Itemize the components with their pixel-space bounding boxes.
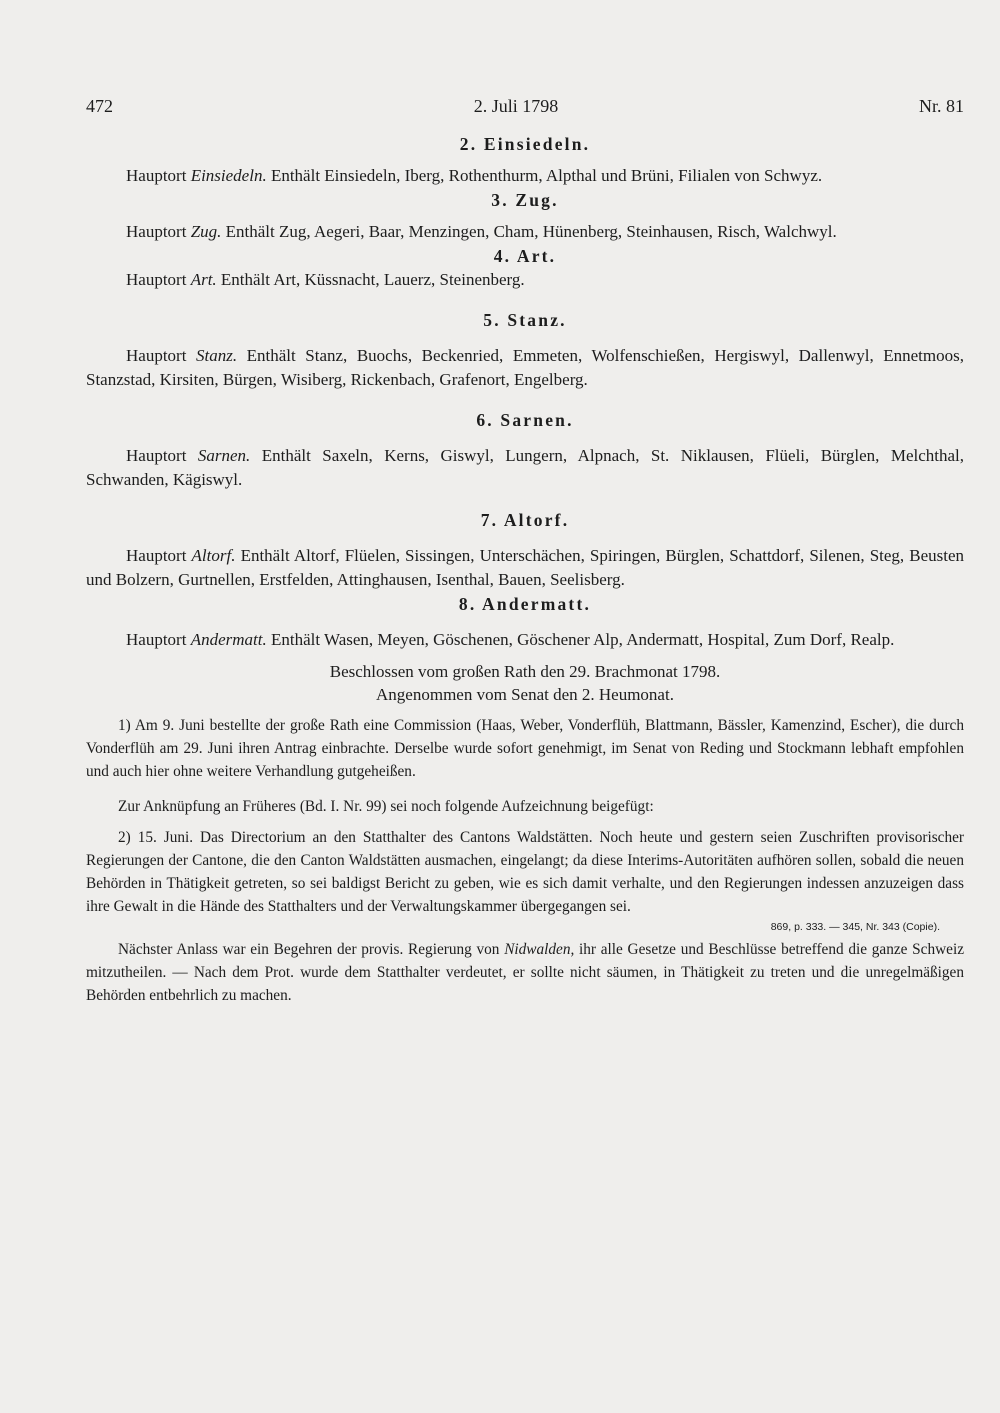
hauptort-label: Hauptort [126, 546, 187, 565]
section-text: Enthält Stanz, Buochs, Beckenried, Emmeten, Wolfenschießen, Hergiswyl, Dallenwyl, Ennetmoos, Stanzstad, Kirsiten, Bürgen, Wisiberg, Rickenbach, Grafenort, Engelberg. [86, 346, 964, 389]
section-text: Enthält Art, Küssnacht, Lauerz, Steinenberg. [220, 270, 525, 289]
footnote-intro: Zur Anknüpfung an Früheres (Bd. I. Nr. 99) sei noch folgende Aufzeichnung beigefügt: [118, 798, 654, 815]
hauptort-place: Sarnen. [197, 446, 251, 465]
section-text: Enthält Einsiedeln, Iberg, Rothenthurm, Alpthal und Brüni, Filialen von Schwyz. [270, 166, 823, 185]
hauptort-place: Zug. [190, 222, 222, 241]
hauptort-place: Andermatt. [190, 630, 267, 649]
section-body-zug [86, 220, 964, 244]
source-citation: 869, p. 333. — 345, Nr. 343 (Copie). [770, 921, 940, 933]
hauptort-label: Hauptort [126, 166, 187, 185]
final-paragraph [86, 938, 964, 1007]
final-text-start: Nächster Anlass war ein Begehren der provis. Regierung von [118, 941, 505, 958]
resolution-line-2: Angenommen vom Senat den 2. Heumonat. [376, 685, 674, 704]
page-header [86, 96, 964, 124]
page-number: 472 [86, 96, 113, 116]
section-text: Enthält Altorf, Flüelen, Sissingen, Unterschächen, Spiringen, Bürglen, Schattdorf, Silenen, Steg, Beusten und Bolzern, Gurtnellen, Erstfelden, Attinghausen, Isenthal, Bauen, Seelisberg. [86, 546, 965, 589]
section-body-altorf [86, 544, 964, 592]
final-place: Nidwalden, [504, 941, 575, 958]
footnote-1: 1) Am 9. Juni bestellte der große Rath eine Commission (Haas, Weber, Vonderflüh, Blattmann, Bässler, Kamenzind, Escher), die durch Vonderflüh am 29. Juni ihren Antrag einbrachte. Derselbe wurde sofort genehmigt, im Senat von Reding und Stockmann lebhaft empfohlen und auch hier ohne weitere Verhandlung gutgeheißen. [86, 717, 964, 780]
section-text: Enthält Saxeln, Kerns, Giswyl, Lungern, Alpnach, St. Niklausen, Flüeli, Bürglen, Melchthal, Schwanden, Kägiswyl. [86, 446, 965, 489]
section-title-altorf: 7. Altorf. [480, 510, 570, 530]
section-title-andermatt: 8. Andermatt. [458, 594, 592, 614]
hauptort-label: Hauptort [126, 346, 187, 365]
footnote-2: 2) 15. Juni. Das Directorium an den Statthalter des Cantons Waldstätten. Noch heute und gestern seien Zuschriften provisorischer Regierungen der Cantone, die den Canton Waldstätten ausmachen, eingelangt; da diese Interims-Autoritäten aufhören sollen, sobald die neuen Behörden in Thätigkeit getreten, so sei baldigst Bericht zu geben, wie es sich damit verhalte, und den Regierungen indessen anzuzeigen dass ihre Gewalt in die Hände des Statthalters und der Verwaltungskammer übergegangen sei. [86, 829, 964, 915]
hauptort-place: Einsiedeln. [190, 166, 267, 185]
section-title-stanz: 5. Stanz. [483, 310, 567, 330]
hauptort-label: Hauptort [126, 630, 187, 649]
section-body-stanz [86, 344, 964, 392]
section-body-einsiedeln [86, 164, 964, 188]
header-date: 2. Juli 1798 [473, 96, 559, 116]
section-body-sarnen [86, 444, 964, 492]
document-number: Nr. 81 [919, 96, 964, 116]
hauptort-place: Altorf. [191, 546, 236, 565]
section-text: Enthält Wasen, Meyen, Göschenen, Göschener Alp, Andermatt, Hospital, Zum Dorf, Realp. [270, 630, 895, 649]
final-text-end: ihr alle Gesetze und Beschlüsse betreffend die ganze Schweiz mitzutheilen. — Nach dem Prot. wurde dem Statthalter verdeutet, er sollte nicht säumen, in Thätigkeit zu treten und die unregelmäßigen Behörden entbehrlich zu machen. [86, 941, 964, 1004]
section-body-andermatt [86, 628, 964, 652]
section-title-sarnen: 6. Sarnen. [476, 410, 574, 430]
hauptort-place: Stanz. [195, 346, 238, 365]
section-title-einsiedeln: 2. Einsiedeln. [459, 134, 591, 154]
hauptort-label: Hauptort [126, 222, 187, 241]
section-title-art: 4. Art. [493, 246, 557, 266]
section-title-zug: 3. Zug. [491, 190, 559, 210]
section-body-art [86, 268, 964, 292]
resolution-line-1: Beschlossen vom großen Rath den 29. Brachmonat 1798. [329, 662, 721, 681]
hauptort-place: Art. [190, 270, 217, 289]
hauptort-label: Hauptort [126, 446, 187, 465]
section-text: Enthält Zug, Aegeri, Baar, Menzingen, Cham, Hünenberg, Steinhausen, Risch, Walchwyl. [225, 222, 837, 241]
hauptort-label: Hauptort [126, 270, 187, 289]
